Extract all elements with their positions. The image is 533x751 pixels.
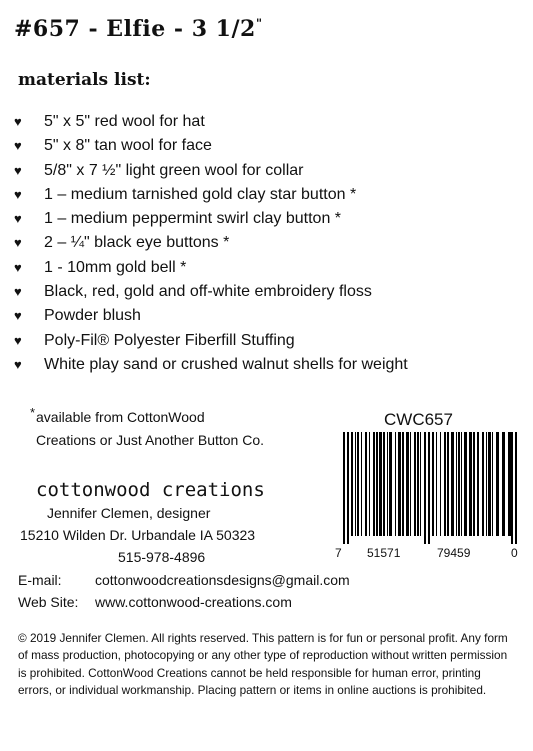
barcode-bars [331, 432, 525, 544]
materials-item-text: Black, red, gold and off-white embroidery floss [44, 283, 372, 301]
heart-icon: ♥ [14, 356, 22, 372]
email-address: cottonwoodcreationsdesigns@gmail.com [95, 572, 350, 588]
pattern-title [14, 16, 263, 42]
email-row [18, 572, 350, 588]
copyright-notice: © 2019 Jennifer Clemen. All rights reserved. This pattern is for fun or personal profit. Any form of mass production, photocopying or any other type of reproduction without written permission is prohibited. CottonWood Creations cannot be held responsible for human error, printing errors, or individual workmanship. Placing pattern or items in online auctions is prohibited. [18, 631, 508, 698]
website-url: www.cottonwood-creations.com [95, 594, 292, 610]
materials-item [14, 304, 408, 328]
materials-item [14, 353, 408, 377]
company-address: 15210 Wilden Dr. Urbandale IA 50323 [20, 527, 256, 543]
materials-item-text: 5" x 8" tan wool for face [44, 137, 212, 155]
materials-item-text: 2 – ¼" black eye buttons * [44, 234, 230, 252]
materials-item-text: Poly-Fil® Polyester Fiberfill Stuffing [44, 331, 295, 349]
heart-icon: ♥ [14, 259, 22, 275]
company-name: cottonwood creations [36, 479, 265, 501]
materials-item [14, 256, 408, 280]
materials-list [14, 110, 408, 377]
barcode-digit-check: 0 [511, 546, 518, 560]
product-code: CWC657 [384, 410, 453, 429]
materials-item [14, 183, 408, 207]
materials-item [14, 329, 408, 353]
materials-item [14, 231, 408, 255]
availability-line-2: Creations or Just Another Button Co. [36, 432, 265, 448]
materials-item [14, 134, 408, 158]
pattern-title-text: #657 - Elfie - 3 1/2 [14, 16, 256, 42]
barcode-digits-right: 79459 [437, 546, 471, 560]
heart-icon: ♥ [14, 211, 22, 227]
materials-item-text: White play sand or crushed walnut shells for weight [44, 355, 408, 373]
designer-name: Jennifer Clemen, designer [47, 505, 211, 521]
heart-icon: ♥ [14, 284, 22, 300]
materials-item-text: 5" x 5" red wool for hat [44, 113, 205, 130]
company-phone: 515-978-4896 [118, 549, 206, 565]
availability-note [30, 405, 265, 452]
barcode-digit-system: 7 [335, 546, 342, 560]
materials-item [14, 159, 408, 183]
heart-icon: ♥ [14, 332, 22, 348]
heart-icon: ♥ [14, 235, 22, 251]
barcode-digits-left: 51571 [367, 546, 401, 560]
heart-icon: ♥ [14, 114, 22, 129]
materials-item [14, 280, 408, 304]
inch-mark: " [255, 16, 263, 31]
availability-line-1: available from CottonWood [36, 409, 205, 425]
heart-icon: ♥ [14, 162, 22, 178]
materials-item-text: 1 - 10mm gold bell * [44, 258, 187, 276]
materials-item-text: 5/8" x 7 ½" light green wool for collar [44, 161, 304, 179]
heart-icon: ♥ [14, 186, 22, 202]
heart-icon: ♥ [14, 308, 22, 324]
website-label: Web Site: [18, 594, 79, 610]
asterisk: * [30, 405, 36, 420]
materials-item [14, 207, 408, 231]
heart-icon: ♥ [14, 138, 22, 154]
barcode [331, 432, 525, 548]
website-row [18, 594, 292, 610]
email-label: E-mail: [18, 572, 62, 588]
materials-item-text: Powder blush [44, 307, 141, 325]
materials-item [14, 110, 408, 134]
materials-item-text: 1 – medium peppermint swirl clay button * [44, 210, 342, 228]
materials-item-text: 1 – medium tarnished gold clay star button * [44, 185, 357, 203]
materials-heading: materials list: [18, 70, 151, 90]
